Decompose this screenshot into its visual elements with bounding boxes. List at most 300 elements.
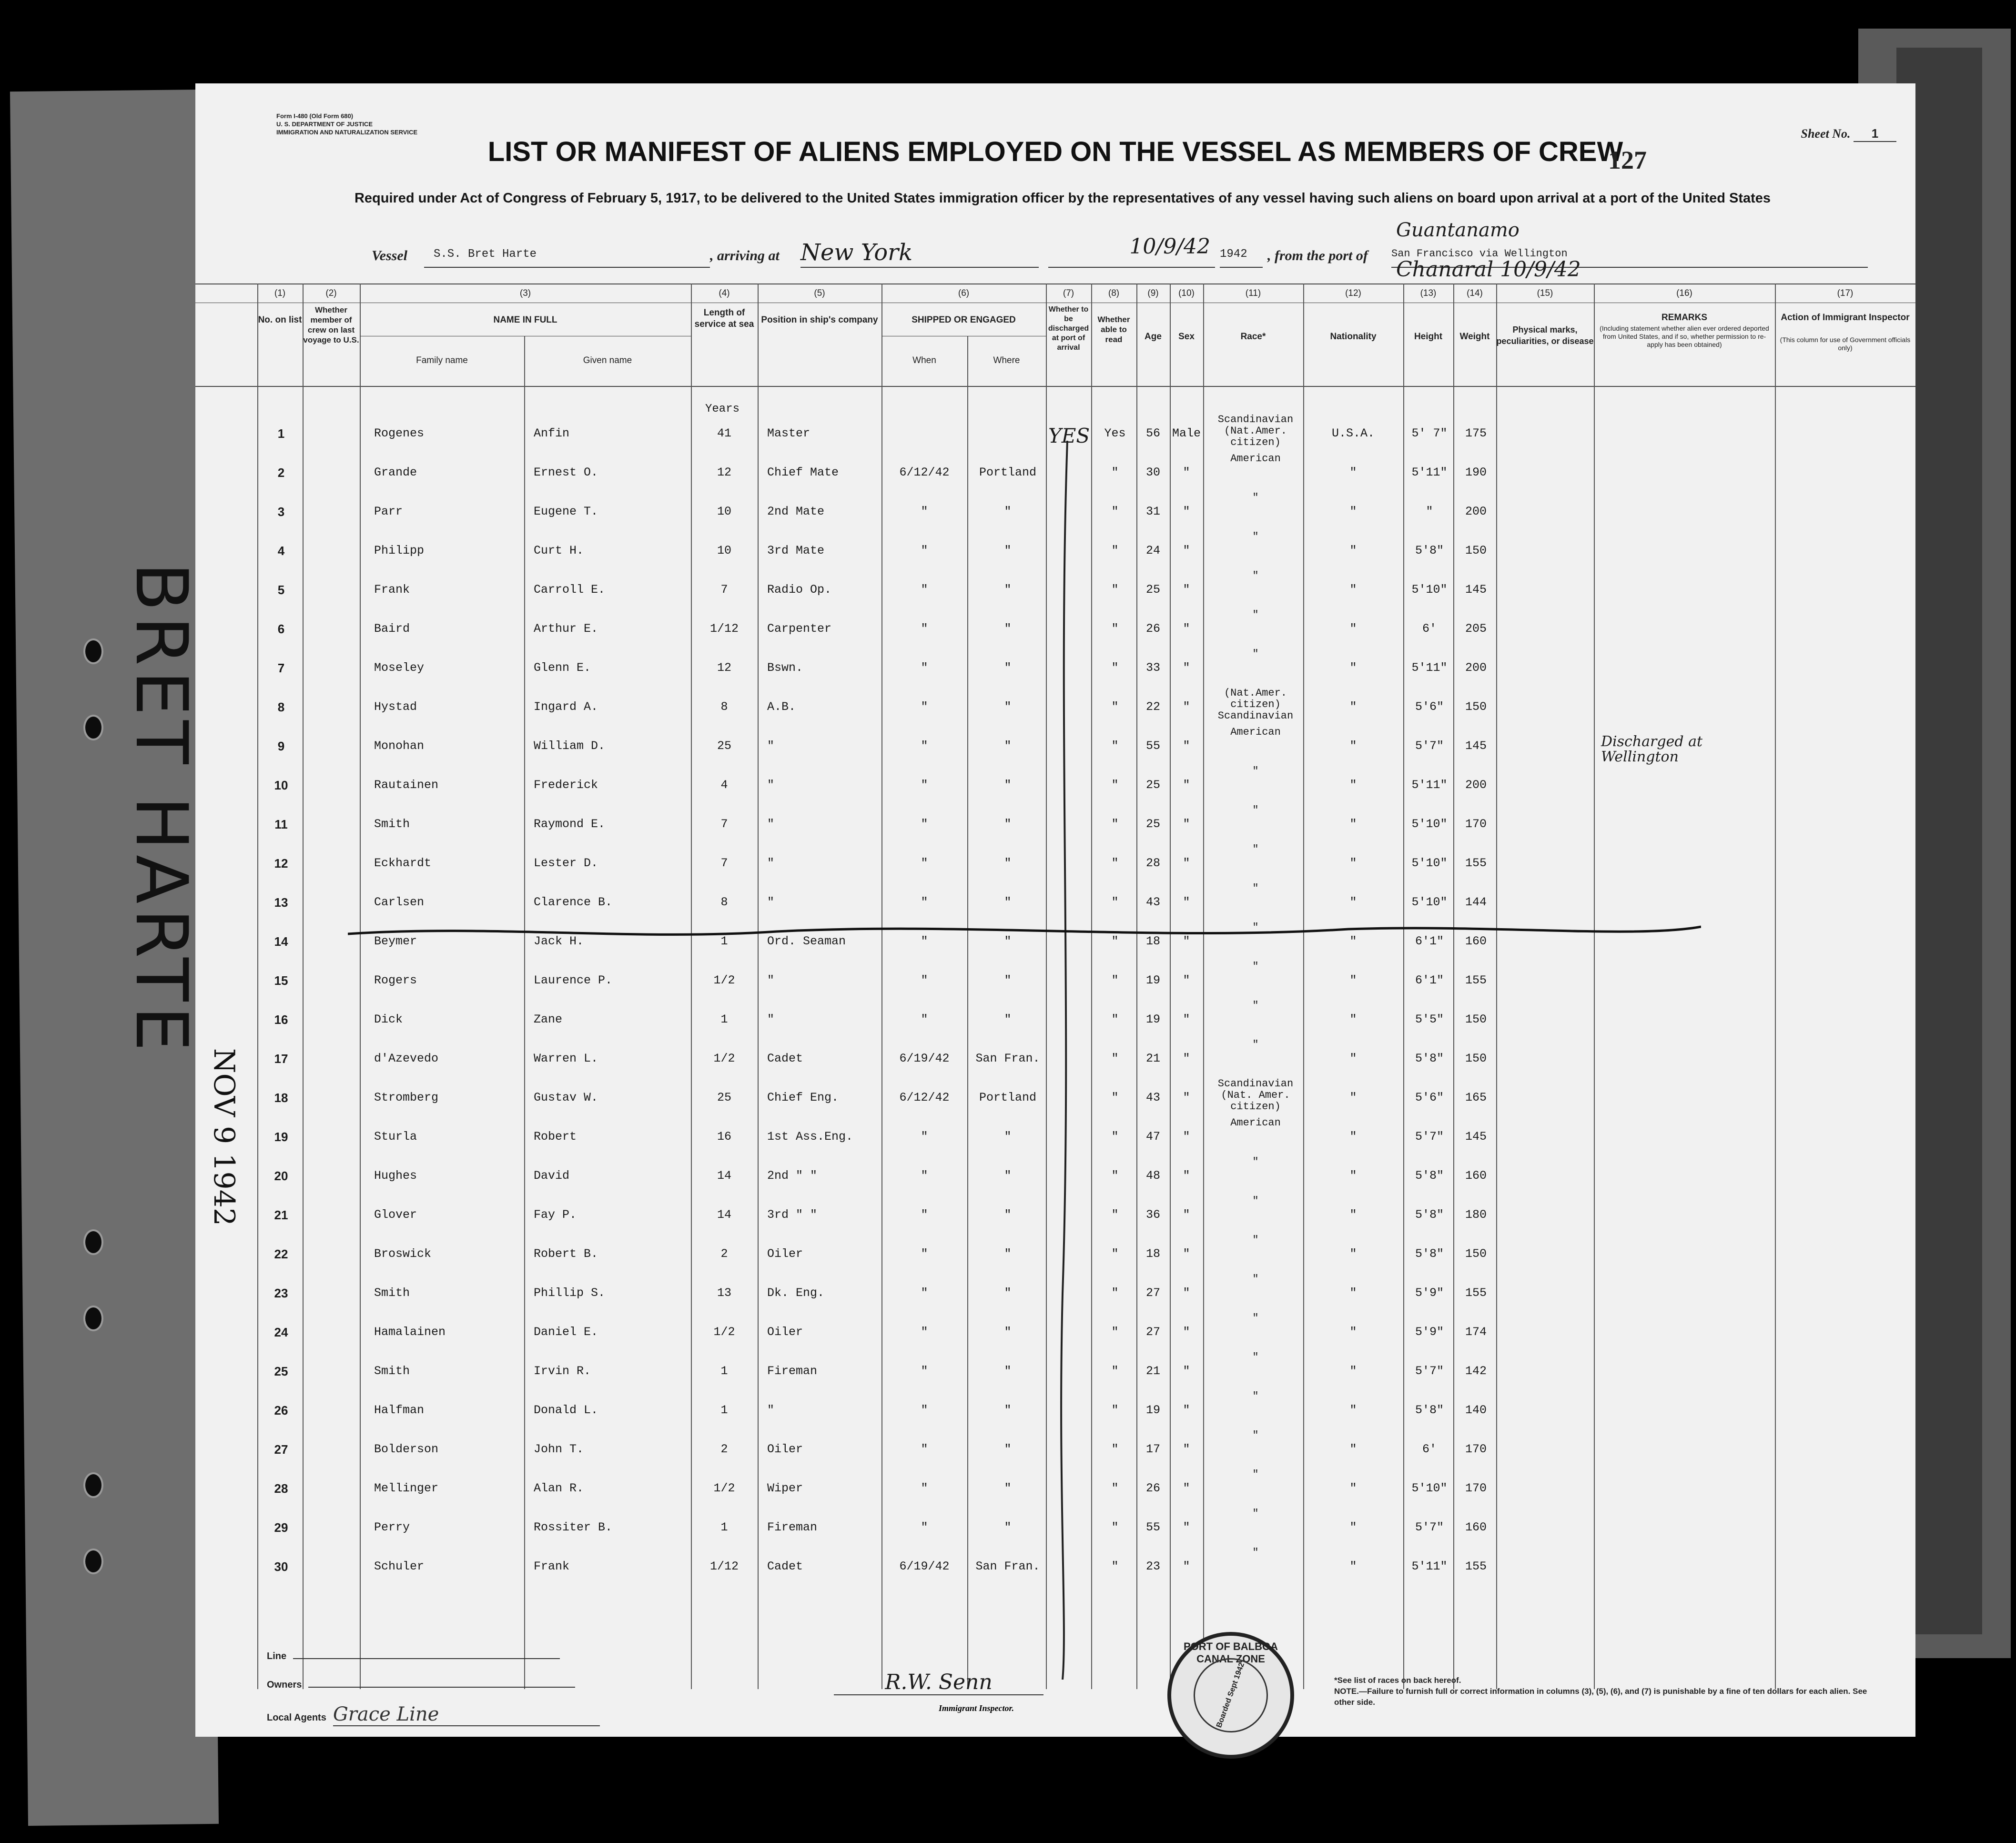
cell-read: "	[1111, 817, 1119, 831]
punch-hole	[83, 1306, 103, 1331]
cell-position: "	[767, 1403, 775, 1417]
cell-sex: Male	[1172, 426, 1201, 440]
cell-given: Anfin	[534, 426, 570, 440]
cell-family: Stromberg	[374, 1091, 439, 1104]
cell-read: "	[1111, 466, 1119, 479]
cell-where: "	[1004, 700, 1012, 714]
cell-height: 5'11"	[1411, 778, 1448, 792]
cell-height: 5'8"	[1415, 544, 1444, 557]
cell-when: 6/19/42	[899, 1052, 950, 1065]
cell-position: Oiler	[767, 1442, 803, 1456]
table-row	[195, 1156, 1915, 1188]
cell-sex: "	[1183, 1013, 1190, 1026]
cell-family: Hystad	[374, 700, 417, 714]
col-header-weight: Weight	[1459, 332, 1490, 342]
cell-age: 25	[1145, 778, 1160, 792]
col-header-family: Family name	[416, 355, 468, 365]
cell-where: "	[1004, 1364, 1012, 1378]
col-header-name: NAME IN FULL	[493, 315, 557, 325]
cell-no: 3	[277, 505, 285, 519]
cell-race: "	[1252, 804, 1259, 816]
column-number: (1)	[274, 288, 286, 298]
cell-read: "	[1111, 544, 1119, 557]
cell-given: Alan R.	[534, 1481, 584, 1495]
cell-where: "	[1004, 1442, 1012, 1456]
cell-no: 21	[274, 1208, 288, 1222]
cell-height: 5'7"	[1415, 739, 1444, 753]
cell-nationality: "	[1349, 895, 1357, 909]
cell-weight: 200	[1465, 505, 1487, 518]
cell-given: Robert B.	[534, 1247, 598, 1261]
cell-sex: "	[1183, 934, 1190, 948]
cell-age: 18	[1145, 1247, 1160, 1261]
cell-race: "	[1252, 1351, 1259, 1363]
cell-family: Glover	[374, 1208, 417, 1222]
cell-where: "	[1004, 1208, 1012, 1222]
table-row	[195, 882, 1915, 914]
cell-given: Donald L.	[534, 1403, 598, 1417]
table-row	[195, 1390, 1915, 1422]
cell-nationality: "	[1349, 1247, 1357, 1261]
cell-service: 1/2	[713, 973, 735, 987]
col-header-shipped: SHIPPED OR ENGAGED	[912, 315, 1016, 325]
cell-age: 25	[1145, 817, 1160, 831]
cell-position: 3rd " "	[767, 1208, 818, 1222]
cell-height: 5'8"	[1415, 1208, 1444, 1222]
inspector-label: Immigrant Inspector.	[939, 1703, 1014, 1713]
cell-read: "	[1111, 505, 1119, 518]
cell-age: 33	[1145, 661, 1160, 675]
cell-no: 28	[274, 1481, 288, 1496]
page-title: LIST OR MANIFEST OF ALIENS EMPLOYED ON THE VESSEL AS MEMBERS OF CREW	[487, 136, 1623, 167]
cell-read: "	[1111, 1013, 1119, 1026]
cell-height: 5'9"	[1415, 1286, 1444, 1300]
cell-when: "	[921, 856, 928, 870]
cell-when: "	[921, 1325, 928, 1339]
cell-service: 2	[720, 1442, 728, 1456]
cell-when: "	[921, 622, 928, 636]
cell-family: Monohan	[374, 739, 425, 753]
cell-nationality: "	[1349, 1481, 1357, 1495]
cell-service: 1/2	[713, 1481, 735, 1495]
cell-read: Yes	[1104, 426, 1126, 440]
table-row	[195, 1508, 1915, 1539]
cell-no: 14	[274, 934, 288, 949]
cell-weight: 155	[1465, 1286, 1487, 1300]
cell-where: "	[1004, 1130, 1012, 1144]
cell-given: Raymond E.	[534, 817, 606, 831]
cell-no: 1	[277, 426, 285, 441]
cell-weight: 170	[1465, 1442, 1487, 1456]
cell-when: "	[921, 973, 928, 987]
cell-height: 5'10"	[1411, 817, 1448, 831]
cell-nationality: "	[1349, 1169, 1357, 1183]
cell-race: "	[1252, 1429, 1259, 1441]
cell-age: 55	[1145, 739, 1160, 753]
cell-position: Dk. Eng.	[767, 1286, 825, 1300]
cell-read: "	[1111, 1442, 1119, 1456]
cell-when: "	[921, 1364, 928, 1378]
sheet-label: Sheet No.	[1801, 127, 1851, 141]
table-row	[195, 1547, 1915, 1579]
cell-nationality: "	[1349, 1403, 1357, 1417]
cell-no: 16	[274, 1013, 288, 1027]
col-header-position: Position in ship's company	[761, 315, 878, 325]
cell-age: 26	[1145, 622, 1160, 636]
cell-age: 27	[1145, 1286, 1160, 1300]
cell-sex: "	[1183, 505, 1190, 518]
column-number: (3)	[519, 288, 531, 298]
cell-read: "	[1111, 1130, 1119, 1144]
cell-when: "	[921, 1208, 928, 1222]
cell-service: 25	[717, 1091, 731, 1104]
cell-sex: "	[1183, 1325, 1190, 1339]
punch-hole	[83, 715, 103, 740]
cell-no: 4	[277, 544, 285, 558]
column-number: (13)	[1420, 288, 1437, 298]
cell-service: 41	[717, 426, 731, 440]
cell-race: "	[1252, 765, 1259, 777]
cell-position: Chief Mate	[767, 466, 839, 479]
cell-age: 22	[1145, 700, 1160, 714]
cell-read: "	[1111, 778, 1119, 792]
cell-nationality: "	[1349, 817, 1357, 831]
cell-where: "	[1004, 934, 1012, 948]
cell-weight: 180	[1465, 1208, 1487, 1222]
cell-age: 43	[1145, 1091, 1160, 1104]
cell-given: Carroll E.	[534, 583, 606, 597]
inspector-signature: R.W. Senn	[885, 1670, 993, 1694]
cell-age: 28	[1145, 856, 1160, 870]
cell-service: 10	[717, 544, 731, 557]
cell-given: Eugene T.	[534, 505, 598, 518]
col-header-no: No. on list	[258, 315, 302, 325]
cell-sex: "	[1183, 1559, 1190, 1573]
cell-given: Ernest O.	[534, 466, 598, 479]
cell-when: "	[921, 661, 928, 675]
cell-race: "	[1252, 1039, 1259, 1051]
cell-nationality: "	[1349, 622, 1357, 636]
cell-service: 1	[720, 1364, 728, 1378]
cell-nationality: "	[1349, 700, 1357, 714]
cell-nationality: "	[1349, 1442, 1357, 1456]
cell-weight: 145	[1465, 583, 1487, 597]
cell-family: Smith	[374, 817, 410, 831]
cell-when: "	[921, 1442, 928, 1456]
cell-given: Ingard A.	[534, 700, 598, 714]
cell-age: 31	[1145, 505, 1160, 518]
cell-position: Oiler	[767, 1325, 803, 1339]
cell-height: 5'6"	[1415, 1091, 1444, 1104]
cell-weight: 150	[1465, 1013, 1487, 1026]
cell-family: Smith	[374, 1364, 410, 1378]
cell-sex: "	[1183, 739, 1190, 753]
cell-race: "	[1252, 1273, 1259, 1285]
cell-where: "	[1004, 622, 1012, 636]
cell-weight: 190	[1465, 466, 1487, 479]
table-row	[195, 609, 1915, 641]
cell-no: 30	[274, 1559, 288, 1574]
arrival-year: 1942	[1220, 248, 1263, 268]
cell-position: Wiper	[767, 1481, 803, 1495]
vessel-name-stamp: BRET HARTE	[120, 562, 203, 1056]
cell-where: "	[1004, 1013, 1012, 1026]
col-header-given: Given name	[583, 355, 632, 365]
discharged-mark: YES	[1048, 424, 1090, 447]
cell-race: "	[1252, 1156, 1259, 1168]
cell-weight: 175	[1465, 426, 1487, 440]
cell-when: "	[921, 739, 928, 753]
cell-height: 6'	[1422, 1442, 1437, 1456]
cell-given: Irvin R.	[534, 1364, 591, 1378]
cell-no: 19	[274, 1130, 288, 1144]
cell-read: "	[1111, 973, 1119, 987]
cell-given: Arthur E.	[534, 622, 598, 636]
cell-when: "	[921, 505, 928, 518]
cell-where: "	[1004, 661, 1012, 675]
cell-nationality: "	[1349, 1013, 1357, 1026]
cell-age: 43	[1145, 895, 1160, 909]
column-number: (4)	[719, 288, 730, 298]
cell-when: "	[921, 1169, 928, 1183]
cell-family: Mellinger	[374, 1481, 439, 1495]
cell-weight: 165	[1465, 1091, 1487, 1104]
cell-position: Ord. Seaman	[767, 934, 846, 948]
table-row	[195, 961, 1915, 992]
col-header-sex: Sex	[1178, 332, 1195, 342]
from-port-typed: San Francisco via Wellington	[1391, 248, 1868, 268]
cell-read: "	[1111, 583, 1119, 597]
cell-where: "	[1004, 1247, 1012, 1261]
cell-height: 5' 7"	[1411, 426, 1448, 440]
cell-service: 10	[717, 505, 731, 518]
cell-family: Moseley	[374, 661, 425, 675]
cell-weight: 142	[1465, 1364, 1487, 1378]
cell-age: 26	[1145, 1481, 1160, 1495]
page-stamp-number: 127	[1608, 146, 1647, 174]
cell-age: 47	[1145, 1130, 1160, 1144]
cell-given: Clarence B.	[534, 895, 613, 909]
cell-read: "	[1111, 622, 1119, 636]
cell-where: "	[1004, 739, 1012, 753]
cell-given: Zane	[534, 1013, 563, 1026]
table-row	[195, 648, 1915, 680]
cell-sex: "	[1183, 856, 1190, 870]
cell-given: Frederick	[534, 778, 598, 792]
cell-race: "	[1252, 1547, 1259, 1559]
cell-sex: "	[1183, 700, 1190, 714]
cell-height: "	[1426, 505, 1433, 518]
cell-age: 56	[1145, 426, 1160, 440]
cell-position: A.B.	[767, 700, 796, 714]
cell-weight: 150	[1465, 700, 1487, 714]
cell-race: "	[1252, 1195, 1259, 1207]
cell-weight: 150	[1465, 1247, 1487, 1261]
table-row	[195, 843, 1915, 875]
column-number: (10)	[1178, 288, 1195, 298]
cell-height: 5'10"	[1411, 895, 1448, 909]
cell-weight: 145	[1465, 1130, 1487, 1144]
cell-height: 6'	[1422, 622, 1437, 636]
cell-sex: "	[1183, 661, 1190, 675]
cell-read: "	[1111, 934, 1119, 948]
cell-no: 18	[274, 1091, 288, 1105]
arrival-date: 10/9/42	[1048, 234, 1215, 268]
cell-sex: "	[1183, 1169, 1190, 1183]
cell-no: 25	[274, 1364, 288, 1378]
cell-when: "	[921, 817, 928, 831]
cell-read: "	[1111, 895, 1119, 909]
table-row	[195, 1117, 1915, 1149]
cell-service: 1	[720, 1013, 728, 1026]
cell-position: 1st Ass.Eng.	[767, 1130, 853, 1144]
cell-height: 5'11"	[1411, 661, 1448, 675]
cell-height: 5'5"	[1415, 1013, 1444, 1026]
from-port-handwritten-2: Chanaral 10/9/42	[1396, 257, 1581, 282]
cell-race: "	[1252, 1390, 1259, 1402]
cell-age: 23	[1145, 1559, 1160, 1573]
cell-position: Bswn.	[767, 661, 803, 675]
cell-no: 27	[274, 1442, 288, 1457]
date-stamp: NOV 9 1942	[207, 1048, 241, 1226]
cell-position: Fireman	[767, 1364, 818, 1378]
cell-given: Phillip S.	[534, 1286, 606, 1300]
cell-weight: 145	[1465, 739, 1487, 753]
cell-weight: 155	[1465, 856, 1487, 870]
cell-read: "	[1111, 1403, 1119, 1417]
cell-position: "	[767, 739, 775, 753]
cell-weight: 174	[1465, 1325, 1487, 1339]
cell-no: 26	[274, 1403, 288, 1418]
col-header-when: When	[912, 355, 936, 365]
cell-sex: "	[1183, 1520, 1190, 1534]
cell-read: "	[1111, 1052, 1119, 1065]
agents-value: Grace Line	[333, 1703, 600, 1726]
table-row	[195, 765, 1915, 797]
cell-position: "	[767, 817, 775, 831]
cell-where: Portland	[979, 1091, 1037, 1104]
inspector-signature-line	[834, 1670, 1043, 1695]
cell-service: 14	[717, 1169, 731, 1183]
cell-nationality: "	[1349, 1520, 1357, 1534]
cell-nationality: "	[1349, 1286, 1357, 1300]
cell-position: Fireman	[767, 1520, 818, 1534]
cell-height: 6'1"	[1415, 934, 1444, 948]
column-number: (11)	[1245, 288, 1261, 298]
cell-read: "	[1111, 739, 1119, 753]
cell-service: 1/12	[709, 1559, 739, 1573]
form-number: Form I-480 (Old Form 680)	[276, 112, 354, 120]
cell-nationality: "	[1349, 466, 1357, 479]
cell-read: "	[1111, 1208, 1119, 1222]
years-label: Years	[705, 403, 740, 415]
cell-family: Rautainen	[374, 778, 439, 792]
cell-given: Lester D.	[534, 856, 598, 870]
cell-family: Dick	[374, 1013, 403, 1026]
header-bottom-border	[195, 386, 1915, 387]
cell-no: 11	[274, 817, 288, 831]
cell-height: 5'10"	[1411, 1481, 1448, 1495]
cell-when: "	[921, 583, 928, 597]
table-row	[195, 1429, 1915, 1461]
cell-sex: "	[1183, 1481, 1190, 1495]
cell-age: 19	[1145, 1013, 1160, 1026]
cell-when: "	[921, 1286, 928, 1300]
cell-no: 20	[274, 1169, 288, 1183]
cell-where: "	[1004, 856, 1012, 870]
col-header-where: Where	[993, 355, 1020, 365]
cell-height: 5'11"	[1411, 1559, 1448, 1573]
cell-race: "	[1252, 648, 1259, 660]
cell-given: Jack H.	[534, 934, 584, 948]
column-number: (7)	[1063, 288, 1074, 298]
cell-service: 2	[720, 1247, 728, 1261]
cell-read: "	[1111, 661, 1119, 675]
cell-given: Rossiter B.	[534, 1520, 613, 1534]
cell-weight: 170	[1465, 1481, 1487, 1495]
cell-no: 17	[274, 1052, 288, 1066]
footer-line: Line	[267, 1651, 560, 1662]
column-number: (14)	[1467, 288, 1483, 298]
arriving-label: , arriving at	[710, 248, 780, 263]
cell-service: 1	[720, 1403, 728, 1417]
cell-height: 5'10"	[1411, 583, 1448, 597]
cell-weight: 140	[1465, 1403, 1487, 1417]
cell-position: Master	[767, 426, 810, 440]
col-header-discharged: Whether to be discharged at port of arrival	[1048, 305, 1089, 352]
cell-position: "	[767, 778, 775, 792]
cell-given: Warren L.	[534, 1052, 598, 1065]
cell-height: 6'1"	[1415, 973, 1444, 987]
cell-where: "	[1004, 1481, 1012, 1495]
table-row	[195, 804, 1915, 836]
cell-nationality: U.S.A.	[1331, 426, 1375, 440]
note-races: *See list of races on back hereof.	[1334, 1676, 1461, 1685]
footer-notes	[1334, 1675, 1882, 1708]
cell-read: "	[1111, 1325, 1119, 1339]
cell-race: "	[1252, 882, 1259, 894]
table-row	[195, 1468, 1915, 1500]
cell-where: "	[1004, 583, 1012, 597]
cell-nationality: "	[1349, 505, 1357, 518]
cell-service: 12	[717, 661, 731, 675]
cell-where: "	[1004, 778, 1012, 792]
cell-family: Schuler	[374, 1559, 425, 1573]
cell-service: 1	[720, 934, 728, 948]
cell-nationality: "	[1349, 583, 1357, 597]
cell-service: 1/2	[713, 1325, 735, 1339]
cell-weight: 160	[1465, 934, 1487, 948]
cell-race: "	[1252, 1234, 1259, 1246]
cell-height: 5'7"	[1415, 1364, 1444, 1378]
cell-age: 36	[1145, 1208, 1160, 1222]
column-number: (2)	[325, 288, 337, 298]
table-row	[195, 492, 1915, 524]
cell-service: 8	[720, 895, 728, 909]
table-row	[195, 687, 1915, 722]
cell-sex: "	[1183, 895, 1190, 909]
col-header-action: Action of Immigrant Inspector	[1781, 313, 1910, 323]
column-number: (12)	[1345, 288, 1361, 298]
cell-given: John T.	[534, 1442, 584, 1456]
cell-service: 7	[720, 817, 728, 831]
column-number: (8)	[1108, 288, 1120, 298]
table-row	[195, 1078, 1915, 1113]
cell-service: 25	[717, 739, 731, 753]
cell-race: American	[1230, 1117, 1281, 1129]
cell-race: "	[1252, 570, 1259, 582]
cell-when: "	[921, 544, 928, 557]
